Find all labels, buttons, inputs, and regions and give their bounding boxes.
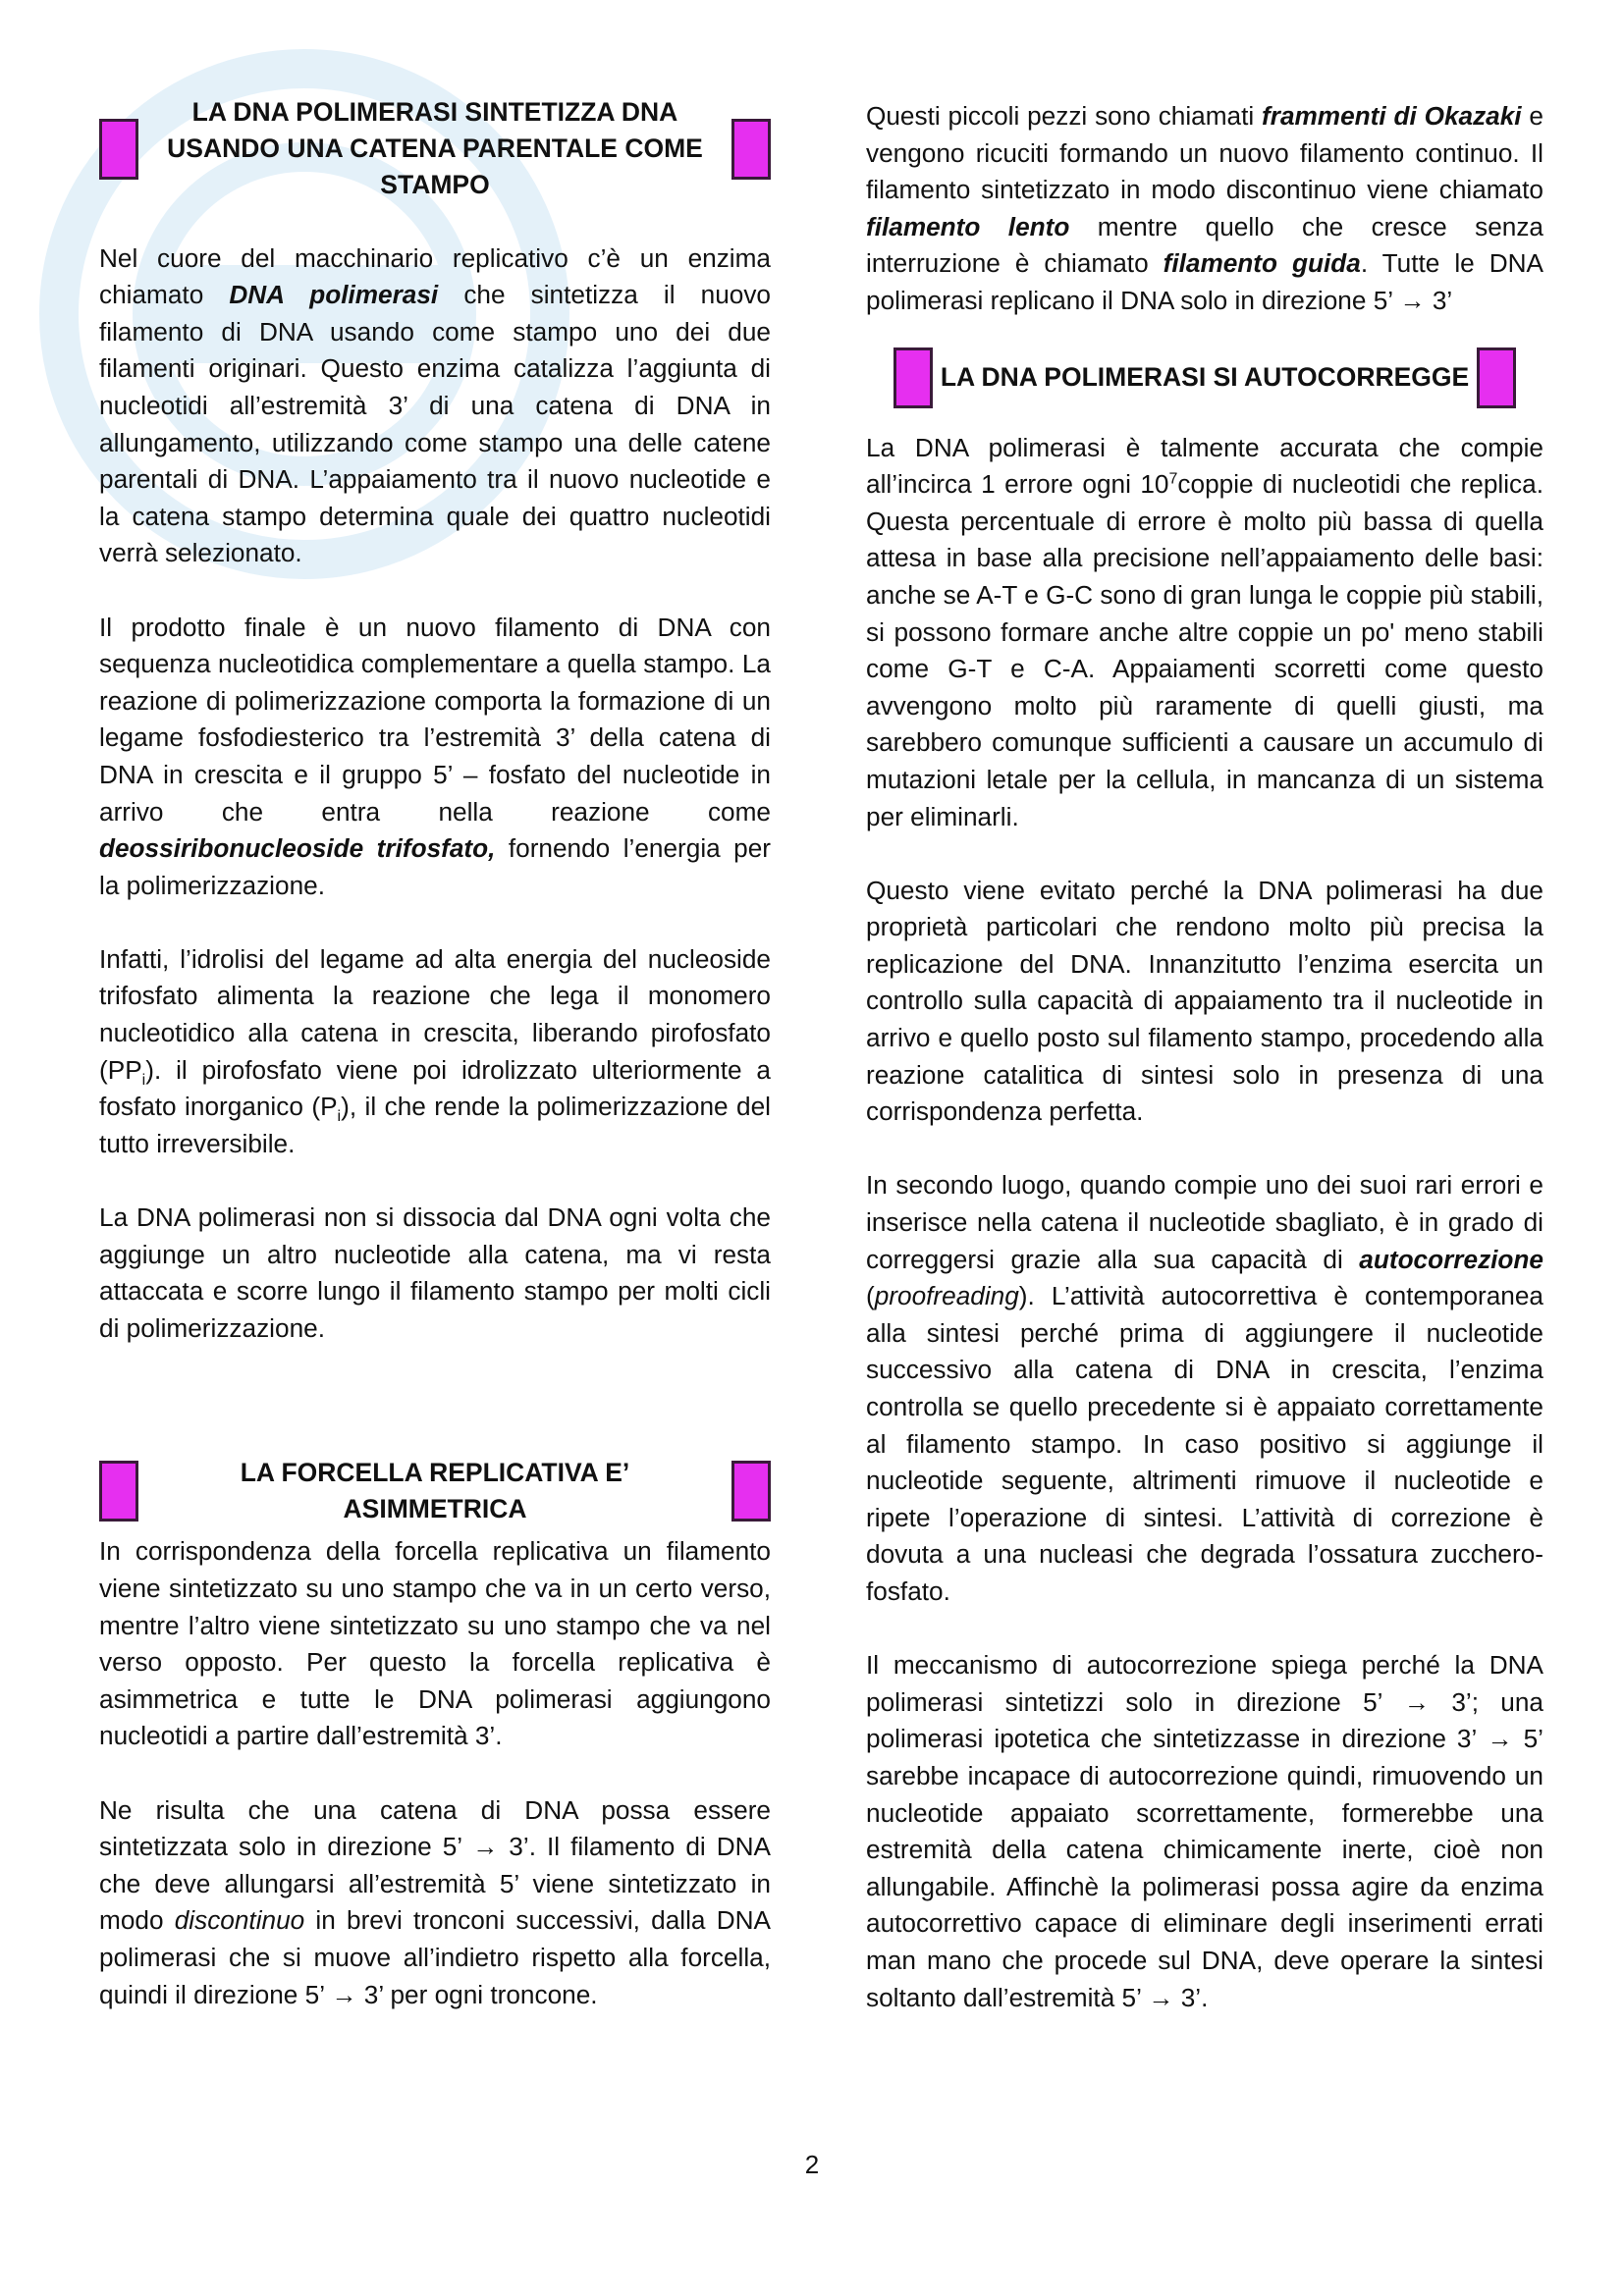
right-column <box>866 98 1543 2016</box>
heading-marker-right <box>1477 347 1516 408</box>
paragraph: In secondo luogo, quando compie uno dei suoi rari errori e inserisce nella catena il nucleotide sbagliato, è in grado di correggersi grazie alla sua capacità di autocorrezione (proofreading). L’attività autocorrettiva è contemporanea alla sintesi perché prima di aggiungere il nucleotide successivo alla catena di DNA in crescita, l’enzima controlla se quello precedente si è appaiato correttamente al filamento stampo. In caso positivo si aggiunge il nucleotide seguente, altrimenti rimuove il nucleotide e ripete l’operazione di sintesi. L’attività di correzione è dovuta a una nucleasi che degrada l’ossatura zucchero-fosfato. <box>866 1170 1543 1606</box>
page-number: 2 <box>804 2150 820 2179</box>
heading-text: LA DNA POLIMERASI SI AUTOCORREGGE <box>940 362 1470 393</box>
left-column <box>99 94 771 2013</box>
heading-forcella-asimmetrica <box>99 1455 771 1527</box>
heading-marker-right <box>731 119 771 180</box>
paragraph: Questo viene evitato perché la DNA polimerasi ha due proprietà particolari che rendono molto più precisa la replicazione del DNA. Innanzitutto l’enzima esercita un controllo sulla capacità di appaiamento tra il nucleotide in arrivo e quello posto sul filamento stampo, procedendo alla reazione catalitica di sintesi solo in presenza di una corrispondenza perfetta. <box>866 875 1543 1127</box>
paragraph: Ne risulta che una catena di DNA possa essere sintetizzata solo in direzione 5’ → 3’. Il filamento di DNA che deve allungarsi all’estremità 5’ viene sintetizzato in modo discontinuo in brevi tronconi successivi, dalla DNA polimerasi che si muove all’indietro rispetto alla forcella, quindi il direzione 5’ → 3’ per ogni troncone. <box>99 1794 771 2009</box>
heading-marker-left <box>893 347 933 408</box>
paragraph: In corrispondenza della forcella replicativa un filamento viene sintetizzato su uno stampo che va in un certo verso, mentre l’altro viene sintetizzato su uno stampo che va nel verso opposto. Per questo la forcella replicativa è asimmetrica e tutte le DNA polimerasi aggiungono nucleotidi a partire dall’estremità 3’. <box>99 1536 771 1751</box>
paragraph: La DNA polimerasi non si dissocia dal DNA ogni volta che aggiunge un altro nucleotide alla catena, ma vi resta attaccata e scorre lungo il filamento stampo per molti cicli di polimerizzazione. <box>99 1202 771 1343</box>
heading-dna-polimerasi-stampo <box>99 94 771 203</box>
paragraph: Infatti, l’idrolisi del legame ad alta energia del nucleoside trifosfato alimenta la reazione che lega il monomero nucleotidico alla catena in crescita, liberando pirofosfato $(PP_i)$. il pirofosfato viene poi idrolizzato ulteriormente a fosfato inorganico $(P_i)$, il che rende la polimerizzazione del tutto irreversibile. <box>99 943 771 1158</box>
heading-text: LA DNA POLIMERASI SINTETIZZA DNA USANDO UNA CATENA PARENTALE COME STAMPO <box>167 97 703 199</box>
heading-marker-left <box>99 119 138 180</box>
paragraph: Il prodotto finale è un nuovo filamento di DNA con sequenza nucleotidica complementare a quella stampo. La reazione di polimerizzazione comporta la formazione di un legame fosfodiesterico tra l’estremità 3’ della catena di DNA in crescita e il gruppo 5’ – fosfato del nucleotide in arrivo che entra nella reazione come deossiribonucleoside trifosfato, fornendo l’energia per la polimerizzazione. <box>99 612 771 900</box>
heading-marker-right <box>731 1461 771 1522</box>
paragraph: La DNA polimerasi è talmente accurata che compie all’incirca 1 errore ogni $10^7coppie$ di nucleotidi che replica. Questa percentuale di errore è molto più bassa di quella attesa in base alla precisione nell’appaiamento delle basi: anche se A-T e G-C sono di gran lunga le coppie più stabili, si possono formare anche altre coppie un po' meno stabili come G-T e C-A. Appaiamenti scorretti come questo avvengono molto più raramente di quelli giusti, ma sarebbero comunque sufficienti a causare un accumulo di mutazioni letale per la cellula, in mancanza di un sistema per eliminarli. <box>866 432 1543 831</box>
heading-text: LA FORCELLA REPLICATIVA E’ ASIMMETRICA <box>240 1458 630 1524</box>
heading-autocorregge <box>866 347 1543 408</box>
heading-marker-left <box>99 1461 138 1522</box>
paragraph: Nel cuore del macchinario replicativo c’è un enzima chiamato DNA polimerasi che sintetizza il nuovo filamento di DNA usando come stampo uno dei due filamenti originari. Questo enzima catalizza l’aggiunta di nucleotidi all’estremità 3’ di una catena di DNA in allungamento, utilizzando come stampo una delle catene parentali di DNA. L’appaiamento tra il nuovo nucleotide e la catena stampo determina quale dei quattro nucleotidi verrà selezionato. <box>99 242 771 568</box>
paragraph: Il meccanismo di autocorrezione spiega perché la DNA polimerasi sintetizzi solo in direzione 5’ → 3’; una polimerasi ipotetica che sintetizzasse in direzione 3’ → 5’ sarebbe incapace di autocorrezione quindi, rimuovendo un nucleotide appaiato scorrettamente, formerebbe una estremità della catena chimicamente inerte, cioè non allungabile. Affinchè la polimerasi possa agire da enzima autocorrettivo capace di eliminare degli inserimenti errati man mano che procede sul DNA, deve operare la sintesi soltanto dall’estremità 5’ → 3’. <box>866 1650 1543 2012</box>
paragraph: Questi piccoli pezzi sono chiamati frammenti di Okazaki e vengono ricuciti formando un nuovo filamento continuo. Il filamento sintetizzato in modo discontinuo viene chiamato filamento lento mentre quello che cresce senza interruzione è chiamato filamento guida. Tutte le DNA polimerasi replicano il DNA solo in direzione 5’ → 3’ <box>866 101 1543 315</box>
